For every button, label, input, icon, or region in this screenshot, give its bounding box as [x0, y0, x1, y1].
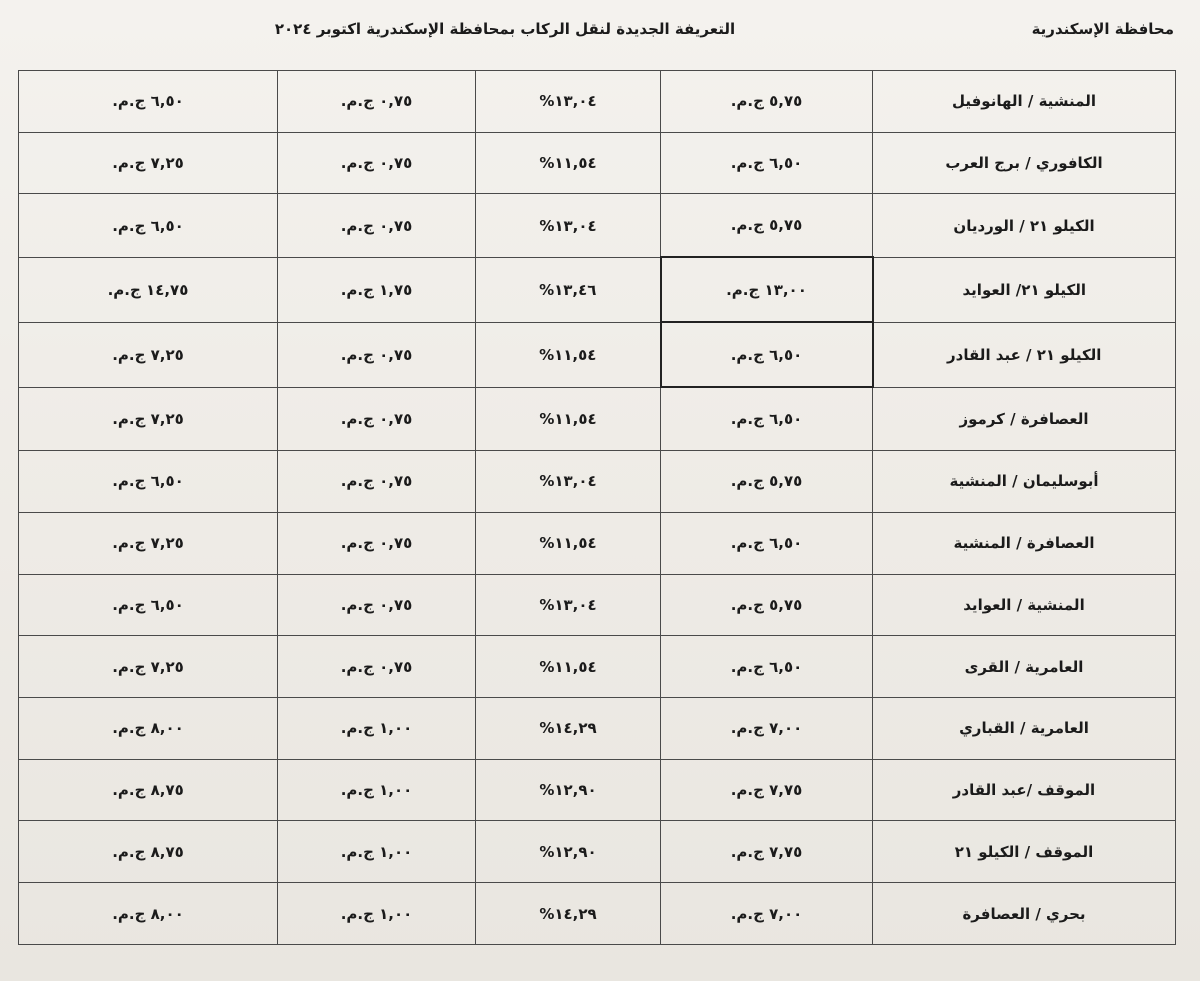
old-fare-cell: ٥,٧٥ ج.م.	[661, 574, 873, 636]
new-fare-cell: ٧,٢٥ ج.م.	[19, 512, 278, 574]
percent-cell: %١٣,٠٤	[476, 71, 661, 133]
increase-cell: ٠,٧٥ ج.م.	[278, 512, 476, 574]
table-row	[19, 512, 1176, 574]
increase-cell: ٠,٧٥ ج.م.	[278, 322, 476, 387]
percent-cell: %١٣,٠٤	[476, 194, 661, 257]
old-fare-cell: ٥,٧٥ ج.م.	[661, 71, 873, 133]
route-cell: العصافرة / المنشية	[873, 512, 1176, 574]
old-fare-cell: ٦,٥٠ ج.م.	[661, 512, 873, 574]
route-cell: المنشية / العوايد	[873, 574, 1176, 636]
increase-cell: ١,٠٠ ج.م.	[278, 883, 476, 945]
table-row	[19, 71, 1176, 133]
new-fare-cell: ٧,٢٥ ج.م.	[19, 636, 278, 698]
new-fare-cell: ٧,٢٥ ج.م.	[19, 132, 278, 194]
percent-cell: %١٤,٢٩	[476, 883, 661, 945]
old-fare-cell: ٦,٥٠ ج.م.	[661, 387, 873, 450]
route-cell: بحري / العصافرة	[873, 883, 1176, 945]
table-row	[19, 759, 1176, 821]
increase-cell: ١,٠٠ ج.م.	[278, 697, 476, 759]
increase-cell: ٠,٧٥ ج.م.	[278, 574, 476, 636]
percent-cell: %١١,٥٤	[476, 636, 661, 698]
table-row	[19, 636, 1176, 698]
new-fare-cell: ٦,٥٠ ج.م.	[19, 451, 278, 513]
route-cell: العامرية / القباري	[873, 697, 1176, 759]
old-fare-cell: ٧,٧٥ ج.م.	[661, 821, 873, 883]
route-cell: المنشية / الهانوفيل	[873, 71, 1176, 133]
percent-cell: %١١,٥٤	[476, 387, 661, 450]
old-fare-cell: ٦,٥٠ ج.م.	[661, 132, 873, 194]
increase-cell: ١,٠٠ ج.م.	[278, 759, 476, 821]
new-fare-cell: ٦,٥٠ ج.م.	[19, 194, 278, 257]
increase-cell: ٠,٧٥ ج.م.	[278, 194, 476, 257]
percent-cell: %١٢,٩٠	[476, 821, 661, 883]
governorate-label: محافظة الإسكندرية	[1031, 20, 1174, 38]
new-fare-cell: ٧,٢٥ ج.م.	[19, 387, 278, 450]
table-row	[19, 451, 1176, 513]
fare-table	[18, 70, 1176, 945]
increase-cell: ٠,٧٥ ج.م.	[278, 636, 476, 698]
percent-cell: %١١,٥٤	[476, 512, 661, 574]
new-fare-cell: ٨,٧٥ ج.م.	[19, 821, 278, 883]
old-fare-cell: ٧,٠٠ ج.م.	[661, 697, 873, 759]
route-cell: الموقف / الكيلو ٢١	[873, 821, 1176, 883]
table-row	[19, 697, 1176, 759]
table-row	[19, 322, 1176, 387]
table-row	[19, 883, 1176, 945]
route-cell: أبوسليمان / المنشية	[873, 451, 1176, 513]
percent-cell: %١٣,٠٤	[476, 451, 661, 513]
table-row	[19, 574, 1176, 636]
route-cell: الموقف /عبد القادر	[873, 759, 1176, 821]
route-cell: العصافرة / كرموز	[873, 387, 1176, 450]
percent-cell: %١١,٥٤	[476, 132, 661, 194]
percent-cell: %١٣,٤٦	[476, 257, 661, 322]
route-cell: الكيلو ٢١/ العوايد	[873, 257, 1176, 322]
old-fare-cell: ٥,٧٥ ج.م.	[661, 451, 873, 513]
old-fare-cell: ٦,٥٠ ج.م.	[661, 636, 873, 698]
table-row	[19, 821, 1176, 883]
old-fare-cell: ١٣,٠٠ ج.م.	[661, 257, 873, 322]
table-row	[19, 387, 1176, 450]
percent-cell: %١٢,٩٠	[476, 759, 661, 821]
percent-cell: %١٣,٠٤	[476, 574, 661, 636]
increase-cell: ١,٠٠ ج.م.	[278, 821, 476, 883]
increase-cell: ٠,٧٥ ج.م.	[278, 387, 476, 450]
increase-cell: ٠,٧٥ ج.م.	[278, 71, 476, 133]
new-fare-cell: ٨,٠٠ ج.م.	[19, 697, 278, 759]
route-cell: الكافوري / برج العرب	[873, 132, 1176, 194]
route-cell: الكيلو ٢١ / الورديان	[873, 194, 1176, 257]
percent-cell: %١٤,٢٩	[476, 697, 661, 759]
old-fare-cell: ٧,٠٠ ج.م.	[661, 883, 873, 945]
new-fare-cell: ١٤,٧٥ ج.م.	[19, 257, 278, 322]
increase-cell: ١,٧٥ ج.م.	[278, 257, 476, 322]
old-fare-cell: ٦,٥٠ ج.م.	[661, 322, 873, 387]
route-cell: الكيلو ٢١ / عبد القادر	[873, 322, 1176, 387]
old-fare-cell: ٧,٧٥ ج.م.	[661, 759, 873, 821]
increase-cell: ٠,٧٥ ج.م.	[278, 132, 476, 194]
table-row	[19, 194, 1176, 257]
new-fare-cell: ٨,٧٥ ج.م.	[19, 759, 278, 821]
new-fare-cell: ٦,٥٠ ج.م.	[19, 574, 278, 636]
percent-cell: %١١,٥٤	[476, 322, 661, 387]
fare-table-container	[18, 70, 1175, 945]
increase-cell: ٠,٧٥ ج.م.	[278, 451, 476, 513]
old-fare-cell: ٥,٧٥ ج.م.	[661, 194, 873, 257]
new-fare-cell: ٧,٢٥ ج.م.	[19, 322, 278, 387]
new-fare-cell: ٨,٠٠ ج.م.	[19, 883, 278, 945]
route-cell: العامرية / القرى	[873, 636, 1176, 698]
table-row	[19, 257, 1176, 322]
page-title: التعريفة الجديدة لنقل الركاب بمحافظة الإسكندرية اكتوبر ٢٠٢٤	[274, 20, 736, 38]
new-fare-cell: ٦,٥٠ ج.م.	[19, 71, 278, 133]
table-row	[19, 132, 1176, 194]
